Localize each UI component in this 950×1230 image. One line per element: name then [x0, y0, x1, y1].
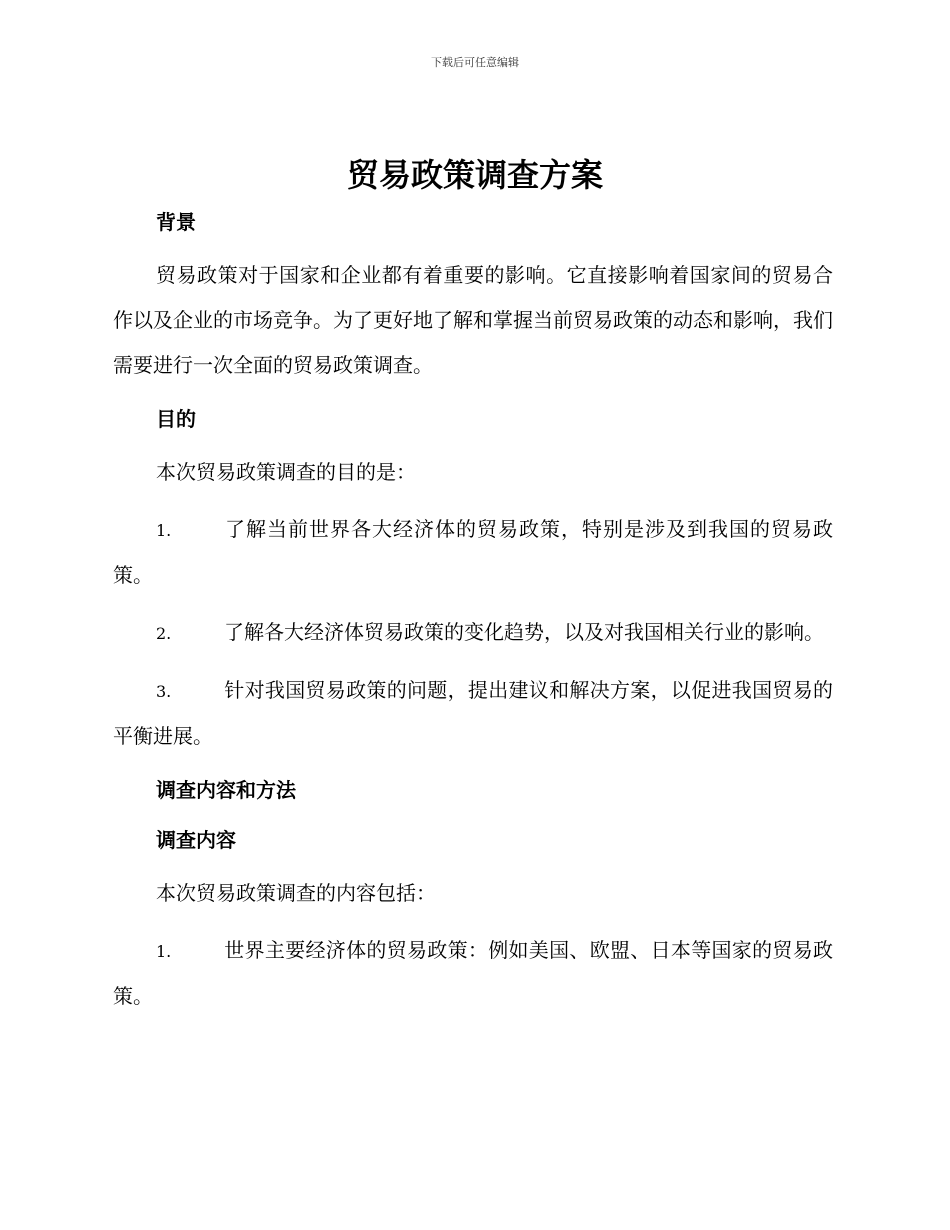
- document-body: [113, 203, 833, 1019]
- list-text: 针对我国贸易政策的问题，提出建议和解决方案，以促进我国贸易的平衡进展。: [113, 678, 833, 748]
- list-text: 了解当前世界各大经济体的贸易政策，特别是涉及到我国的贸易政策。: [113, 517, 833, 587]
- purpose-intro: 本次贸易政策调查的目的是：: [156, 460, 416, 484]
- list-number: 3.: [156, 682, 172, 701]
- background-paragraph: 贸易政策对于国家和企业都有着重要的影响。它直接影响着国家间的贸易合作以及企业的市场竞争。为了更好地了解和掌握当前贸易政策的动态和影响，我们需要进行一次全面的贸易政策调查。: [113, 263, 833, 377]
- section-heading-methods: 调查内容和方法: [156, 778, 296, 802]
- list-item: [113, 928, 833, 1019]
- header-note: 下载后可任意编辑: [431, 56, 519, 69]
- list-number: 1.: [156, 521, 172, 540]
- list-number: 2.: [156, 624, 172, 643]
- section-heading-purpose: 目的: [156, 407, 196, 431]
- list-item: [113, 610, 833, 656]
- document-title: 贸易政策调查方案: [346, 156, 603, 194]
- list-number: 1.: [156, 942, 172, 961]
- list-text: 了解各大经济体贸易政策的变化趋势，以及对我国相关行业的影响。: [224, 620, 824, 644]
- list-item: [113, 507, 833, 598]
- list-item: [113, 668, 833, 759]
- contents-intro: 本次贸易政策调查的内容包括：: [156, 881, 436, 905]
- list-text: 世界主要经济体的贸易政策：例如美国、欧盟、日本等国家的贸易政策。: [113, 938, 833, 1008]
- section-heading-contents: 调查内容: [156, 828, 236, 852]
- section-heading-background: 背景: [156, 210, 196, 234]
